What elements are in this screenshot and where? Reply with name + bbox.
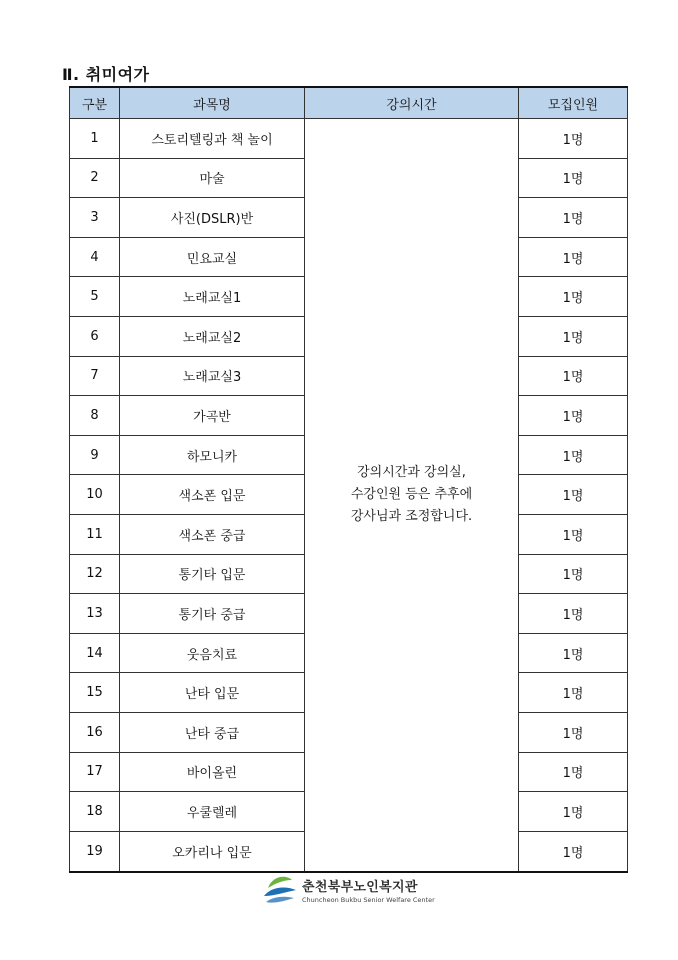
table-row (70, 119, 628, 159)
row-number: 2 (70, 158, 120, 198)
row-recruit-count: 1명 (519, 594, 628, 634)
row-recruit-count: 1명 (519, 396, 628, 436)
row-recruit-count: 1명 (519, 831, 628, 872)
row-number: 17 (70, 752, 120, 792)
header-recruit-count: 모집인원 (519, 87, 628, 119)
row-subject: 통기타 중급 (120, 594, 305, 634)
row-subject: 난타 중급 (120, 712, 305, 752)
row-subject: 스토리텔링과 책 놀이 (120, 119, 305, 159)
row-subject: 노래교실2 (120, 316, 305, 356)
row-number: 19 (70, 831, 120, 872)
row-subject: 사진(DSLR)반 (120, 198, 305, 238)
row-number: 9 (70, 435, 120, 475)
row-recruit-count: 1명 (519, 198, 628, 238)
row-number: 18 (70, 792, 120, 832)
row-subject: 색소폰 입문 (120, 475, 305, 515)
row-recruit-count: 1명 (519, 356, 628, 396)
row-number: 7 (70, 356, 120, 396)
row-subject: 가곡반 (120, 396, 305, 436)
row-recruit-count: 1명 (519, 277, 628, 317)
row-number: 14 (70, 633, 120, 673)
row-subject: 노래교실1 (120, 277, 305, 317)
row-recruit-count: 1명 (519, 119, 628, 159)
header-subject: 과목명 (120, 87, 305, 119)
header-lecture-time: 강의시간 (305, 87, 519, 119)
row-number: 12 (70, 554, 120, 594)
row-recruit-count: 1명 (519, 712, 628, 752)
row-subject: 오카리나 입문 (120, 831, 305, 872)
row-number: 11 (70, 514, 120, 554)
row-subject: 하모니카 (120, 435, 305, 475)
row-subject: 색소폰 중급 (120, 514, 305, 554)
row-number: 6 (70, 316, 120, 356)
leaf-wave-logo-icon (262, 874, 298, 906)
row-subject: 통기타 입문 (120, 554, 305, 594)
row-subject: 마술 (120, 158, 305, 198)
row-number: 5 (70, 277, 120, 317)
row-number: 1 (70, 119, 120, 159)
row-subject: 우쿨렐레 (120, 792, 305, 832)
row-number: 16 (70, 712, 120, 752)
row-subject: 민요교실 (120, 237, 305, 277)
row-subject: 바이올린 (120, 752, 305, 792)
org-name-korean: 춘천북부노인복지관 (302, 880, 418, 895)
row-recruit-count: 1명 (519, 158, 628, 198)
table-body (70, 119, 628, 872)
row-subject: 노래교실3 (120, 356, 305, 396)
lecture-time-note: 강의시간과 강의실, 수강인원 등은 추후에 강사님과 조정합니다. (305, 119, 519, 872)
row-subject: 웃음치료 (120, 633, 305, 673)
row-number: 3 (70, 198, 120, 238)
org-name-english: Chuncheon Bukbu Senior Welfare Center (302, 896, 435, 904)
course-table (69, 86, 628, 873)
table-header-row (70, 87, 628, 119)
footer-logo (262, 874, 435, 906)
row-number: 8 (70, 396, 120, 436)
header-number: 구분 (70, 87, 120, 119)
row-recruit-count: 1명 (519, 237, 628, 277)
row-number: 13 (70, 594, 120, 634)
row-recruit-count: 1명 (519, 475, 628, 515)
row-recruit-count: 1명 (519, 554, 628, 594)
row-recruit-count: 1명 (519, 752, 628, 792)
row-recruit-count: 1명 (519, 673, 628, 713)
row-subject: 난타 입문 (120, 673, 305, 713)
section-title: Ⅱ. 취미여가 (62, 65, 150, 84)
row-recruit-count: 1명 (519, 514, 628, 554)
row-number: 15 (70, 673, 120, 713)
row-number: 10 (70, 475, 120, 515)
row-recruit-count: 1명 (519, 435, 628, 475)
row-recruit-count: 1명 (519, 792, 628, 832)
row-number: 4 (70, 237, 120, 277)
row-recruit-count: 1명 (519, 316, 628, 356)
row-recruit-count: 1명 (519, 633, 628, 673)
